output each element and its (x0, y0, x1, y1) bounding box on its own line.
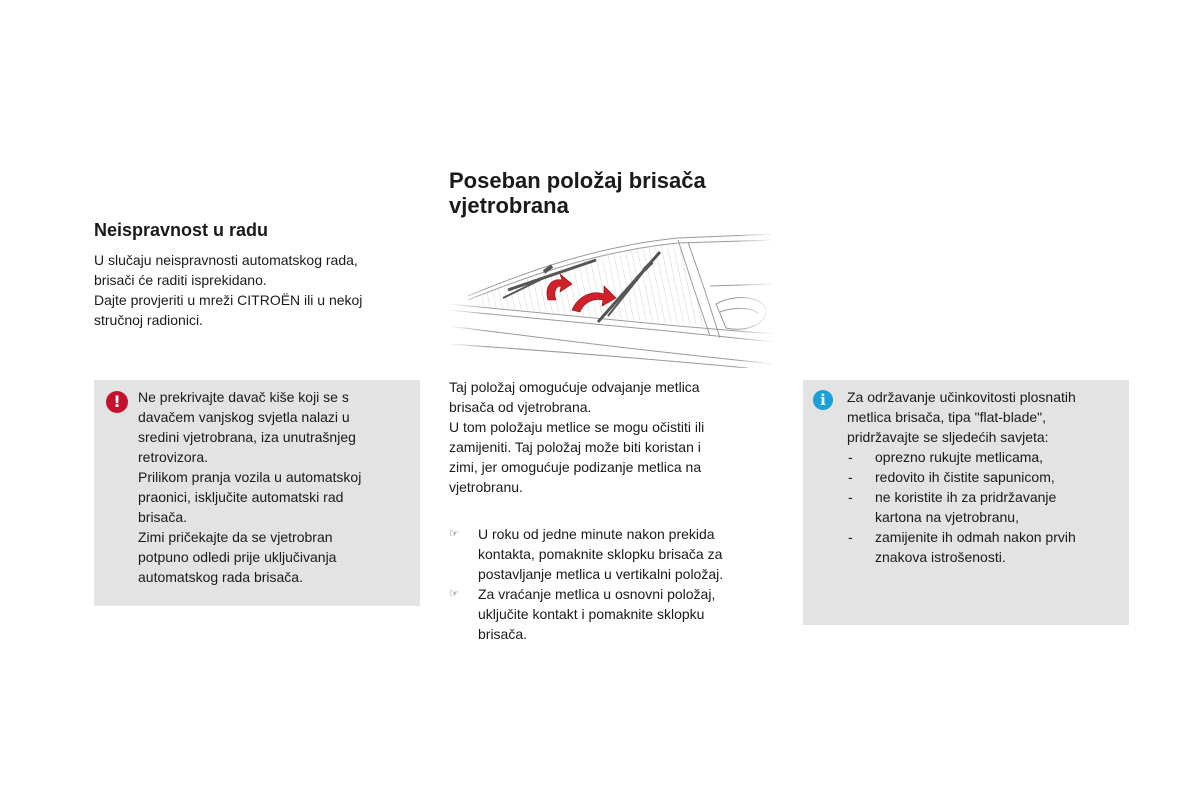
step-item (449, 584, 759, 644)
text-line: kontakta, pomaknite sklopku brisača za (478, 546, 723, 562)
list-item (847, 467, 1117, 487)
text-line: Zimi pričekajte da se vjetrobran (138, 529, 333, 545)
text-line: ne koristite ih za pridržavanje (875, 489, 1057, 505)
text-line: retrovizora. (138, 449, 209, 465)
text-line: automatskog rada brisača. (138, 569, 303, 585)
text-line: stručnoj radionici. (94, 312, 203, 328)
special-position-text (449, 377, 759, 497)
text-line: praonici, isključite automatski rad (138, 489, 344, 505)
text-line: Ne prekrivajte davač kiše koji se s (138, 389, 349, 405)
text-line: znakova istrošenosti. (875, 549, 1006, 565)
text-line: brisači će raditi isprekidano. (94, 272, 267, 288)
text-line: brisača. (138, 509, 188, 525)
section-title-special-position (449, 168, 769, 218)
dash-marker: - (848, 529, 853, 545)
text-line: sredini vjetrobrana, iza unutrašnjeg (138, 429, 356, 445)
text-line: uključite kontakt i pomaknite sklopku (478, 606, 705, 622)
info-icon: i (813, 390, 833, 410)
text-line: Za vraćanje metlica u osnovni položaj, (478, 586, 716, 602)
step-item (449, 524, 759, 584)
text-line: U slučaju neispravnosti automatskog rada, (94, 252, 358, 268)
text-line: Prilikom pranja vozila u automatskoj (138, 469, 362, 485)
text-line: zimi, jer omogućuje podizanje metlica na (449, 459, 702, 475)
text-line: zamijeniti. Taj položaj može biti koristan i (449, 439, 701, 455)
text-line: Taj položaj omogućuje odvajanje metlica (449, 379, 700, 395)
info-box (803, 380, 1129, 625)
warning-box (94, 380, 420, 606)
text-line: redovito ih čistite sapunicom, (875, 469, 1055, 485)
list-item (847, 487, 1117, 527)
info-text (847, 387, 1117, 567)
text-line: davačem vanjskog svjetla nalazi u (138, 409, 350, 425)
text-line: U tom položaju metlice se mogu očistiti ili (449, 419, 705, 435)
dash-marker: - (848, 489, 853, 505)
section-title-malfunction: Neispravnost u radu (94, 220, 269, 240)
windscreen-wipers-illustration (448, 226, 774, 368)
exclamation-icon: ! (106, 391, 128, 413)
dash-marker: - (848, 449, 853, 465)
steps-list (449, 524, 759, 644)
text-line: potpuno odledi prije uključivanja (138, 549, 337, 565)
text-line: metlica brisača, tipa "flat-blade", (847, 409, 1047, 425)
text-line: Dajte provjeriti u mreži CITROËN ili u nekoj (94, 292, 363, 308)
text-line: U roku od jedne minute nakon prekida (478, 526, 715, 542)
list-item (847, 447, 1117, 467)
text-line: kartona na vjetrobranu, (875, 509, 1019, 525)
text-line: vjetrobranu. (449, 479, 523, 495)
title-line: Poseban položaj brisača (449, 168, 706, 193)
pointing-hand-icon: ☞ (449, 527, 459, 540)
text-line: Za održavanje učinkovitosti plosnatih (847, 389, 1076, 405)
text-line: zamijenite ih odmah nakon prvih (875, 529, 1076, 545)
text-line: pridržavajte se sljedećih savjeta: (847, 429, 1049, 445)
title-line: vjetrobrana (449, 193, 569, 218)
malfunction-text (94, 250, 394, 330)
text-line: oprezno rukujte metlicama, (875, 449, 1044, 465)
warning-text (138, 387, 408, 587)
pointing-hand-icon: ☞ (449, 587, 459, 600)
dash-marker: - (848, 469, 853, 485)
text-line: postavljanje metlica u vertikalni položaj. (478, 566, 724, 582)
text-line: brisača od vjetrobrana. (449, 399, 592, 415)
list-item (847, 527, 1117, 567)
text-line: brisača. (478, 626, 528, 642)
